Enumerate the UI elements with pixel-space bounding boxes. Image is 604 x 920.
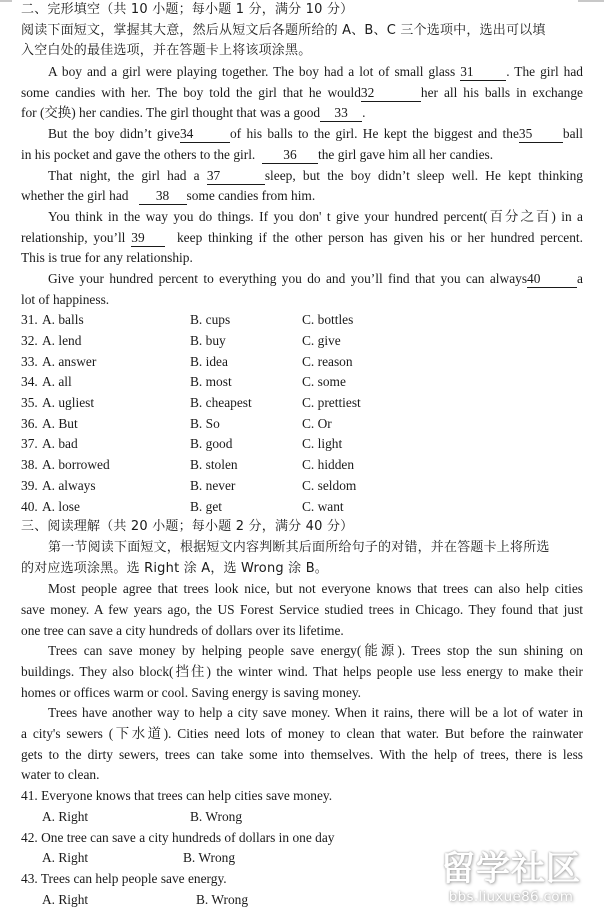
passage-text: one tree can save a city hundreds of dollars over its lifetime. [21,622,344,638]
passage-line [21,186,583,207]
option-a: A. Right [42,850,89,866]
question-number: 34. [21,374,38,390]
question-number: 35. [21,395,38,411]
question-number: 38. [21,457,38,473]
option-b: B. most [190,374,232,390]
blank-39: 39 [131,230,165,247]
option-a: A. Right [42,808,89,824]
passage-text: Give your hundred percent to everything you do and you’ll find that you can always [48,270,528,286]
question-number: 33. [21,353,38,369]
option-a: A. ugliest [42,395,95,411]
passage-line [21,745,583,766]
passage-text: ball [562,126,584,142]
question-number: 37. [21,436,38,452]
passage-text: a city's sewers (下水道). Cities need lots of money to clean that water. But before the rainwater [21,726,583,742]
option-c: C. prettiest [302,395,361,411]
option-a: A. Right [42,891,89,907]
option-c: C. Or [302,415,332,431]
option-row-32 [21,331,583,352]
passage-line [21,662,583,683]
passage-text: for (交换) her candies. The girl thought that was a good [21,105,321,121]
passage-line [21,228,583,249]
question-41: 41. Everyone knows that trees can help cities save money. [21,788,333,804]
option-b: B. Wrong [196,891,249,907]
option-a: A. borrowed [42,457,110,473]
section2-instructions-line2: 入空白处的最佳选项，并在答题卡上将该项涂黑。 [21,43,312,59]
option-b: B. Wrong [190,808,243,824]
blank-35: 35 [519,126,563,143]
option-b: B. Wrong [183,850,236,866]
passage-text: keep thinking if the other person has given his or her hundred percent. [176,229,583,245]
blank-31: 31 [460,64,506,81]
site-watermark [436,850,586,912]
question-number: 32. [21,333,38,348]
section2-instructions-line1: 阅读下面短文，掌握其大意，然后从短文后各题所给的 A、B、C 三个选项中，选出可以填 [21,22,546,38]
option-b: B. good [190,436,233,452]
reading-passage [21,579,583,786]
passage-text: This is true for any relationship. [21,250,193,266]
option-row-31 [21,310,583,331]
question-number: 39. [21,477,38,493]
passage-text: homes or offices warm or cool. Saving energy is saving money. [21,684,362,700]
passage-line [21,579,583,600]
option-a: A. bad [42,436,78,452]
exam-page [21,0,583,910]
passage-line [21,703,583,724]
option-row-36 [21,414,583,435]
passage-line [21,641,583,662]
passage-text: of his balls to the girl. He kept the biggest and the [229,126,519,142]
passage-text: the girl gave him all her candies. [317,146,494,162]
option-c: C. seldom [302,477,357,493]
option-b: B. cups [190,312,231,328]
option-b: B. stolen [190,457,238,473]
passage-text: . The girl had [506,64,583,80]
passage-text: a [577,270,583,286]
passage-text: some candies from him. [186,188,316,204]
option-b: B. So [190,415,220,431]
option-b: B. get [190,498,222,514]
option-c: C. hidden [302,457,355,473]
option-a: A. answer [42,353,97,369]
watermark-logo: 留学社区 [441,849,581,889]
option-b: B. never [190,477,236,493]
section3-instructions-line2: 的对应选项涂黑。选 Right 涂 A，选 Wrong 涂 B。 [21,560,329,576]
option-c: C. want [302,498,344,514]
cloze-options [21,310,583,517]
passage-text: buildings. They also block(挡住) the winter wind. That helps people use less energy to make their [21,664,583,679]
passage-text: Trees can save money by helping people save energy(能源). Trees stop the sun shining on [48,643,583,659]
option-a: A. always [42,477,96,493]
option-row-40 [21,497,583,518]
passage-text: That night, the girl had a [48,167,200,183]
passage-text: sleep, but the boy didn’t sleep well. He kept thinking [264,167,583,183]
passage-text: some candies with her. The boy told the girl that he would [21,84,361,100]
option-c: C. bottles [302,312,354,328]
passage-text: Most people agree that trees look nice, but not everyone knows that trees can also help cities [48,581,583,597]
passage-text: You think in the way you do things. If you don' t give your hundred percent(百分之百) in a [48,208,583,224]
passage-line [21,207,583,228]
blank-33: 33 [320,105,362,122]
answer-row-41 [21,807,583,828]
option-a: A. lend [42,333,82,348]
passage-line [21,166,583,187]
question-42: 42. One tree can save a city hundreds of dollars in one day [21,829,335,845]
blank-37: 37 [207,168,265,185]
option-a: A. But [42,415,78,431]
section2-heading: 二、完形填空（共 10 小题；每小题 1 分，满分 10 分） [21,2,354,17]
question-43: 43. Trees can help people save energy. [21,870,227,886]
option-b: B. cheapest [190,395,252,411]
option-row-34 [21,372,583,393]
passage-text: her all his balls in exchange [420,84,583,100]
option-row-39 [21,476,583,497]
passage-text: . [362,105,366,121]
passage-line [21,600,583,621]
question-number: 36. [21,415,38,431]
passage-text: Trees have another way to help a city save money. When it rains, there will be a lot of water in [48,705,583,721]
passage-line [21,683,583,704]
option-c: C. some [302,374,346,390]
scan-edge-left [0,0,12,2]
passage-line [21,62,583,83]
passage-line [21,248,583,269]
option-a: A. all [42,374,72,390]
passage-line [21,621,583,642]
passage-text: But the boy didn’t give [48,126,180,142]
blank-36: 36 [262,147,318,164]
passage-text: in his pocket and gave the others to the girl. [21,146,256,162]
option-c: C. give [302,333,341,348]
option-a: A. balls [42,312,84,328]
section3-instructions-line1: 第一节阅读下面短文，根据短文内容判断其后面所给句子的对错，并在答题卡上将所选 [48,539,550,555]
blank-34: 34 [180,126,230,143]
passage-text: whether the girl had [21,188,129,204]
blank-40: 40 [527,271,577,288]
passage-text: save money. A few years ago, the US Forest Service studied trees in Chicago. They found that just [21,601,583,617]
passage-line [21,103,583,124]
section3-heading: 三、阅读理解（共 20 小题；每小题 2 分，满分 40 分） [21,519,354,535]
passage-text: relationship, you’ll [21,229,126,245]
passage-line [21,83,583,104]
option-b: B. idea [190,353,228,369]
option-row-38 [21,455,583,476]
watermark-url: bbs.liuxue86.com [448,889,574,905]
passage-line [21,765,583,786]
passage-line [21,290,583,311]
passage-text: A boy and a girl were playing together. The boy had a lot of small glass [48,64,456,80]
passage-text: water to clean. [21,767,100,783]
passage-line [21,724,583,745]
blank-38: 38 [139,188,187,205]
option-row-37 [21,434,583,455]
option-a: A. lose [42,498,80,514]
option-row-33 [21,352,583,373]
passage-line [21,145,583,166]
question-number: 31. [21,312,38,328]
blank-32: 32 [361,85,421,102]
option-b: B. buy [190,333,226,348]
option-row-35 [21,393,583,414]
option-c: C. reason [302,353,353,369]
passage-text: gets to the dirty sewers, trees can take some into themselves. With the help of trees, there is less [21,746,583,762]
option-c: C. light [302,436,343,452]
question-number: 40. [21,498,38,514]
passage-text: lot of happiness. [21,291,110,307]
passage-line [21,269,583,290]
passage-line [21,124,583,145]
cloze-passage [21,62,583,310]
